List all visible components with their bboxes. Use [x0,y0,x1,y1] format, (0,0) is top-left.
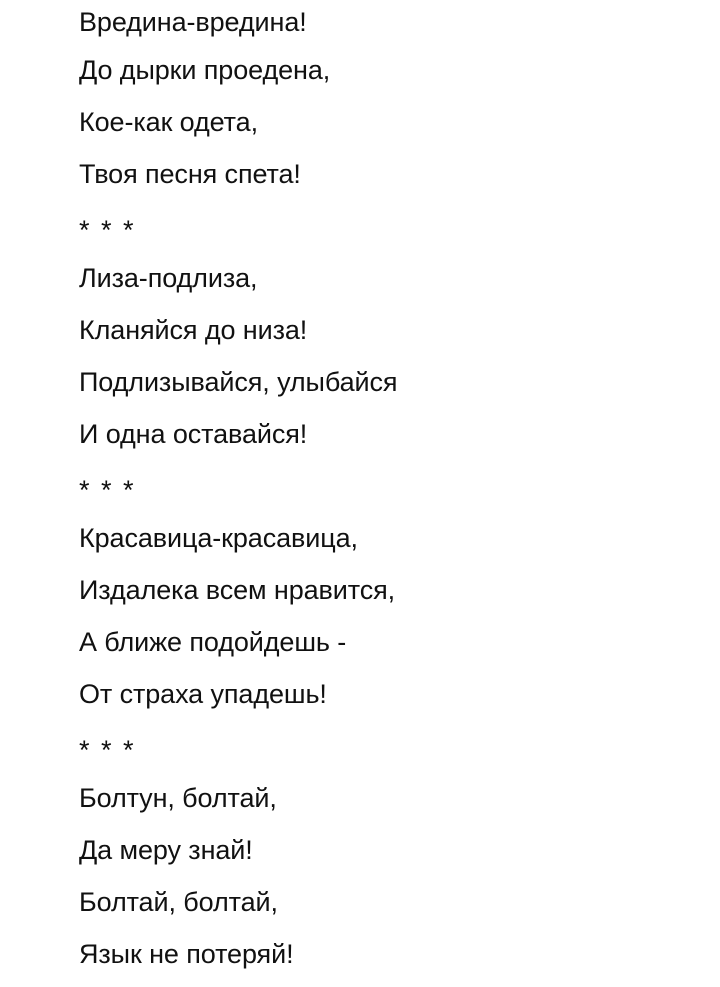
poem-line: Язык не потеряй! [79,938,294,969]
poem-line: Кое-как одета, [79,106,258,137]
stanza-separator: * * * [79,474,136,505]
poem-line: Красавица-красавица, [79,522,358,553]
poem-line: Кланяйся до низа! [79,314,308,345]
poem-line: А ближе подойдешь - [79,626,347,657]
poem-line: Твоя песня спета! [79,158,301,189]
poem-line: До дырки проедена, [79,54,331,85]
poem-line: Болтай, болтай, [79,886,278,917]
stanza-separator: * * * [79,734,136,765]
poem-line: И одна оставайся! [79,418,308,449]
poem-line: Подлизывайся, улыбайся [79,366,398,397]
poem-line: Издалека всем нравится, [79,574,396,605]
poem-line: Вредина-вредина! [79,6,307,37]
stanza-separator: * * * [79,214,136,245]
poem-line: Лиза-подлиза, [79,262,258,293]
poem-line: От страха упадешь! [79,678,327,709]
poem-text [79,0,699,980]
poem-line: Болтун, болтай, [79,782,277,813]
poem-line: Да меру знай! [79,834,253,865]
